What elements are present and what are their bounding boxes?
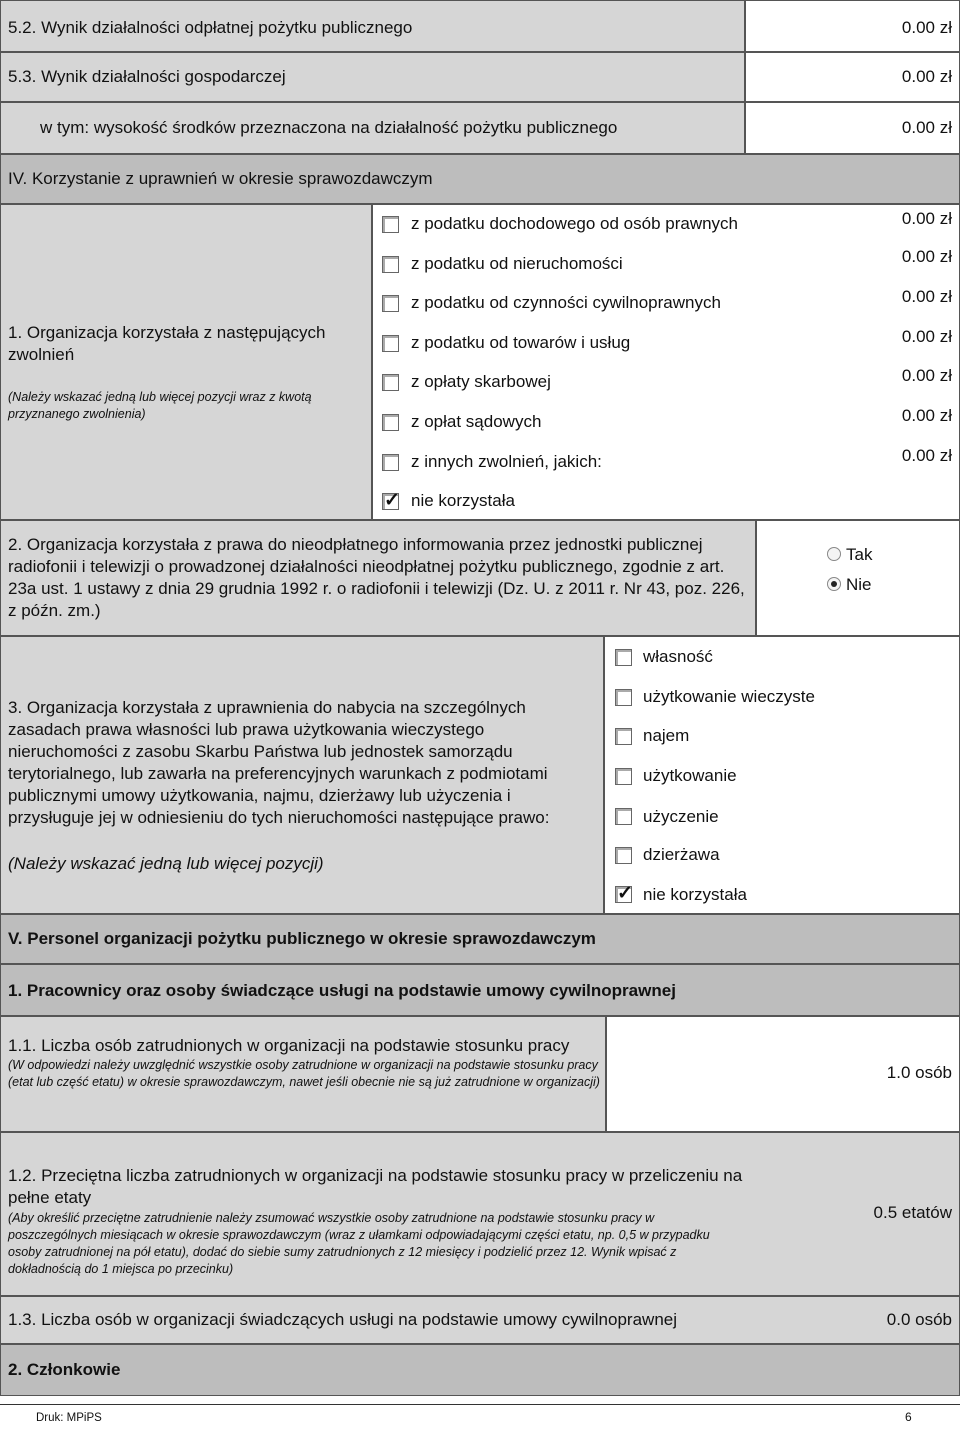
q1-checkbox-6[interactable] [382,454,399,471]
row-public-benefit-label: w tym: wysokość środków przeznaczona na działalność pożytku publicznego [40,118,618,137]
q2-option-yes: Tak [846,545,873,564]
q1-option-label: z opłat sądowych [411,412,542,431]
q1-option-label: z podatku od towarów i usług [411,333,631,352]
q1-checkbox-0[interactable] [382,216,399,233]
row-public-benefit-value: 0.00 zł [901,118,952,137]
q3-label: 3. Organizacja korzystała z uprawnienia do nabycia na szczególnych zasadach prawa własności lub prawa użytkowania wieczystego nieruchomości z zasobu Skarbu Państwa lub jednostek samorządu terytorialnego, lub zawarła na preferencyjnych warunkach z podmiotami publicznymi umowy użytkowania, najmu, dzierżawy lub użyczenia i przysługuje jej w odniesieniu do tych nieruchomości następujące prawo: [8,698,550,827]
footer-left: Druk: MPiPS [36,1412,102,1424]
q3-hint: (Należy wskazać jedną lub więcej pozycji) [8,854,324,873]
q1-option-value: 0.00 zł [901,327,952,346]
q3-checkbox-1[interactable] [615,689,632,706]
row-5-3-label: 5.3. Wynik działalności gospodarczej [8,67,286,86]
q3-option-label: dzierżawa [643,845,720,864]
footer-rule [0,1404,960,1405]
page-number: 6 [905,1410,912,1424]
check-icon: ✓ [384,490,400,511]
q1-checkbox-3[interactable] [382,335,399,352]
q1-option-value: 0.00 zł [901,287,952,306]
q3-checkbox-0[interactable] [615,649,632,666]
row-5-2-value: 0.00 zł [901,18,952,37]
q1-checkbox-7[interactable] [382,490,400,511]
q2-radio-yes[interactable] [827,547,841,561]
q1-option-label: z opłaty skarbowej [411,372,551,391]
q2-label: 2. Organizacja korzystała z prawa do nieodpłatnego informowania przez jednostki publicznej radiofonii i telewizji o prowadzonej działalności nieodpłatnej pożytku publicznego, zgodnie z art. 23a ust. 1 ustawy z dnia 29 grudnia 1992 r. o radiofonii i telewizji (Dz. U. z 2011 r. Nr 43, poz. 226, z późn. zm.) [8,535,745,620]
row-1-1-value: 1.0 osób [886,1063,952,1082]
row-1-1-hint: (W odpowiedzi należy uwzględnić wszystkie osoby zatrudnione w organizacji na podstawie stosunku pracy (etat lub część etatu) w okresie sprawozdawczym, nawet jeśli obecnie nie są już zatrudnione w organizacji) [8,1058,600,1089]
q3-option-label: nie korzystała [643,885,747,904]
section-v-title: V. Personel organizacji pożytku publicznego w okresie sprawozdawczym [8,929,596,948]
q1-option-value: 0.00 zł [901,209,952,228]
section-v1-title: 1. Pracownicy oraz osoby świadczące usługi na podstawie umowy cywilnoprawnej [8,981,676,1000]
q1-checkbox-5[interactable] [382,414,399,431]
q2-option-no: Nie [846,575,872,594]
q3-checkbox-5[interactable] [615,847,632,864]
q3-option-label: własność [643,647,713,666]
q1-hint: (Należy wskazać jedną lub więcej pozycji wraz z kwotą przyznanego zwolnienia) [8,390,312,421]
q1-option-value: 0.00 zł [901,366,952,385]
q1-checkbox-1[interactable] [382,256,399,273]
q1-option-label: z podatku od nieruchomości [411,254,623,273]
section-v2-title: 2. Członkowie [8,1360,121,1379]
q1-label: 1. Organizacja korzystała z następujących zwolnień [8,323,326,364]
q1-option-label: nie korzystała [411,491,515,510]
q3-checkbox-3[interactable] [615,768,632,785]
q2-radio-no[interactable] [827,577,841,591]
q1-option-value: 0.00 zł [901,247,952,266]
q3-checkbox-4[interactable] [615,808,632,825]
q1-option-label: z podatku od czynności cywilnoprawnych [411,293,721,312]
q1-option-label: z podatku dochodowego od osób prawnych [411,214,739,233]
q3-checkbox-2[interactable] [615,728,632,745]
q1-option-label: z innych zwolnień, jakich: [411,452,602,471]
section-v2-header [0,1344,960,1396]
row-1-2-value: 0.5 etatów [873,1203,952,1222]
row-1-2-hint: (Aby określić przeciętne zatrudnienie należy zsumować wszystkie osoby zatrudnione na podstawie stosunku pracy w poszczególnych miesiącach w okresie sprawozdawczym (wraz z ułamkami odpowiadającymi części etatu, np. 0,5 w przypadku osoby zatrudnionej na pół etatu), dodać do siebie sumy zatrudnionych z 12 miesięcy i podzielić przez 12. Wynik wpisać z dokładnością do 1 miejsca po przecinku) [8,1211,710,1276]
q1-checkbox-4[interactable] [382,374,399,391]
q1-option-value: 0.00 zł [901,406,952,425]
q3-option-label: najem [643,726,690,745]
row-1-3-label: 1.3. Liczba osób w organizacji świadczących usługi na podstawie umowy cywilnoprawnej [8,1310,678,1329]
row-5-2-label: 5.2. Wynik działalności odpłatnej pożytku publicznego [8,18,413,37]
row-1-3-value: 0.0 osób [886,1310,952,1329]
check-icon: ✓ [617,883,633,904]
q1-checkbox-2[interactable] [382,295,399,312]
q3-option-label: użytkowanie wieczyste [643,687,815,706]
q1-option-value: 0.00 zł [901,446,952,465]
row-5-3-value: 0.00 zł [901,67,952,86]
row-1-1-label: 1.1. Liczba osób zatrudnionych w organizacji na podstawie stosunku pracy [8,1036,570,1055]
q3-option-label: użyczenie [643,807,719,826]
row-1-2-label: 1.2. Przeciętna liczba zatrudnionych w organizacji na podstawie stosunku pracy w przeliczeniu na pełne etaty [8,1166,743,1207]
q3-option-label: użytkowanie [643,766,737,785]
q3-checkbox-6[interactable] [615,883,633,904]
section-iv-title: IV. Korzystanie z uprawnień w okresie sprawozdawczym [8,169,433,188]
